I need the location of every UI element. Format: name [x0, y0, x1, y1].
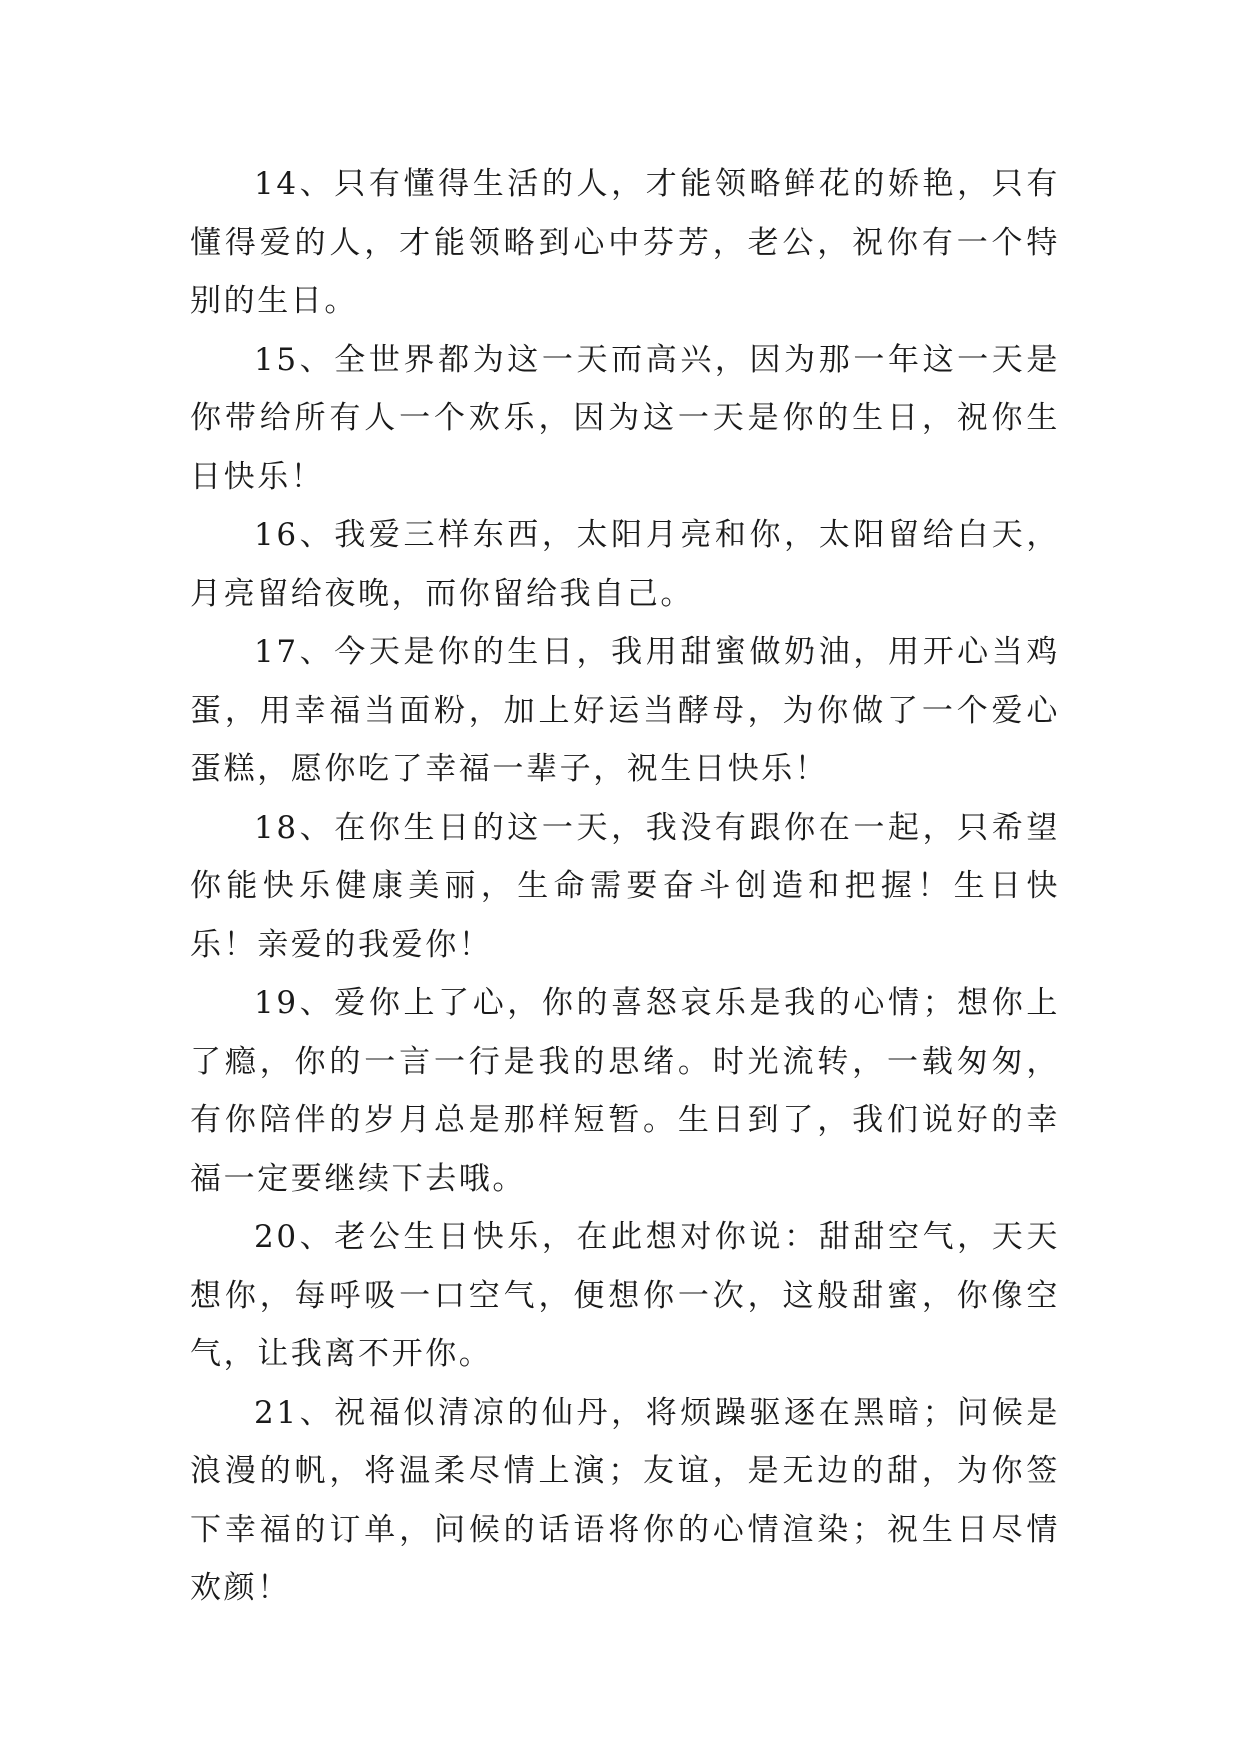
paragraph-18: 18、在你生日的这一天，我没有跟你在一起，只希望你能快乐健康美丽，生命需要奋斗创造和把握！生日快乐！亲爱的我爱你！: [190, 809, 1060, 963]
paragraph-20: 20、老公生日快乐，在此想对你说：甜甜空气，天天想你，每呼吸一口空气，便想你一次，这般甜蜜，你像空气，让我离不开你。: [190, 1219, 1060, 1372]
paragraph-21: 21、祝福似清凉的仙丹，将烦躁驱逐在黑暗；问候是浪漫的帆，将温柔尽情上演；友谊，是无边的甜，为你签下幸福的订单，问候的话语将你的心情渲染；祝生日尽情欢颜！: [190, 1394, 1060, 1606]
paragraph-14: 14、只有懂得生活的人，才能领略鲜花的娇艳，只有懂得爱的人，才能领略到心中芬芳，老公，祝你有一个特别的生日。: [190, 166, 1060, 319]
paragraph-16: 16、我爱三样东西，太阳月亮和你，太阳留给白天，月亮留给夜晚，而你留给我自己。: [190, 517, 1060, 612]
paragraph-19: 19、爱你上了心，你的喜怒哀乐是我的心情；想你上了瘾，你的一言一行是我的思绪。时光流转，一载匆匆，有你陪伴的岁月总是那样短暂。生日到了，我们说好的幸福一定要继续下去哦。: [190, 985, 1060, 1197]
paragraph-15: 15、全世界都为这一天而高兴，因为那一年这一天是你带给所有人一个欢乐，因为这一天是你的生日，祝你生日快乐！: [190, 341, 1060, 495]
document-body: [190, 155, 1060, 1618]
paragraph-17: 17、今天是你的生日，我用甜蜜做奶油，用开心当鸡蛋，用幸福当面粉，加上好运当酵母，为你做了一个爱心蛋糕，愿你吃了幸福一辈子，祝生日快乐！: [190, 634, 1060, 787]
